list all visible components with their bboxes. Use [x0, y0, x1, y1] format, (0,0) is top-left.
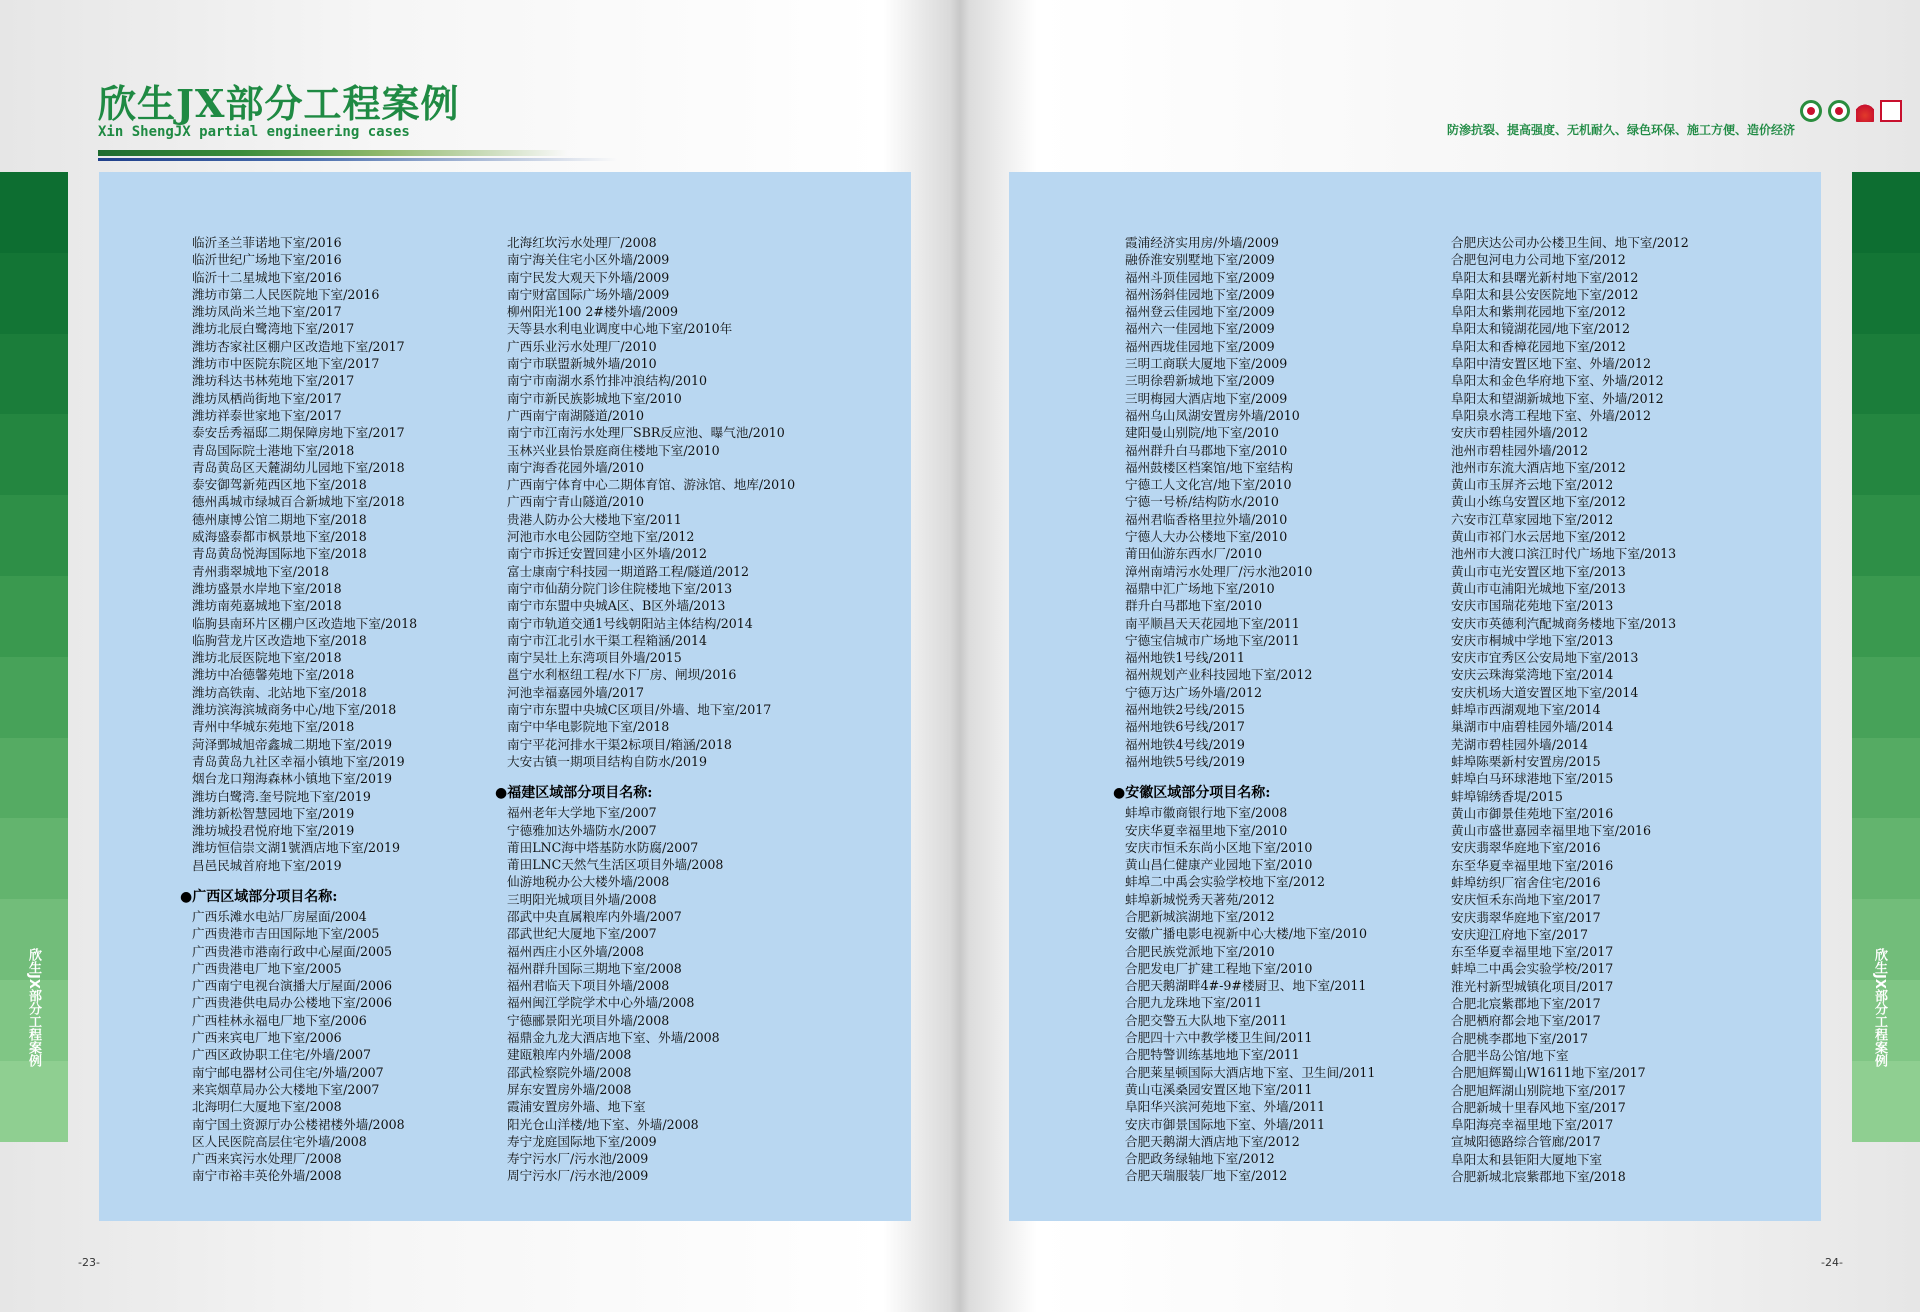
project-list-item: 莆田LNC海中塔基防水防腐/2007: [507, 839, 699, 855]
project-list-item: 三明徐碧新城地下室/2009: [1125, 373, 1275, 389]
project-list-item: 潍坊白鹭湾.奎号院地下室/2019: [192, 788, 371, 804]
project-list-item: 广西南宁电视台演播大厅屋面/2006: [192, 978, 393, 994]
project-list-item: 福州群升国际三期地下室/2008: [507, 960, 682, 976]
project-list-item: 合肥天鹅湖大酒店地下室/2012: [1125, 1133, 1300, 1149]
right-col1: [1113, 234, 1376, 1185]
project-list-item: 合肥四十六中教学楼卫生间/2011: [1125, 1030, 1313, 1046]
project-list-item: 安庆市英德利汽配城商务楼地下室/2013: [1451, 615, 1677, 631]
project-list-item: 潍坊凤尚米兰地下室/2017: [192, 304, 342, 320]
project-list-item: 广西桂林永福电厂地下室/2006: [192, 1012, 367, 1028]
project-list-item: 黄山小练乌安置区地下室/2012: [1451, 494, 1626, 510]
project-list-item: 南宁中华电影院地下室/2018: [507, 719, 670, 735]
title-underline-green: [98, 150, 568, 156]
project-list-item: 黄山市祁门水云居地下室/2012: [1451, 529, 1626, 545]
anhui-list: [1125, 804, 1375, 1185]
right-col2-list: [1451, 234, 1689, 1185]
certification-seal-icon: [1828, 100, 1850, 122]
project-list-item: 南宁市仙葫分院门诊住院楼地下室/2013: [507, 580, 733, 596]
project-list-item: 蚌埠市徽商银行地下室/2008: [1125, 805, 1288, 821]
page-number-left: -23-: [78, 1256, 100, 1269]
project-list-item: 青岛国际院士港地下室/2018: [192, 442, 355, 458]
project-list-item: 安庆机场大道安置区地下室/2014: [1451, 684, 1639, 700]
left-col2-list: [507, 234, 795, 770]
project-list-item: 青岛黄岛悦海国际地下室/2018: [192, 546, 367, 562]
project-list-item: 泰安御驾新苑西区地下室/2018: [192, 477, 367, 493]
project-list-item: 福州君临天下项目外墙/2008: [507, 978, 670, 994]
tagline: 防渗抗裂、提高强度、无机耐久、绿色环保、施工方便、造价经济: [1446, 123, 1795, 137]
project-list-item: 福州群升白马郡地下室/2010: [1125, 442, 1288, 458]
project-list-item: 潍坊科达书林苑地下室/2017: [192, 373, 355, 389]
project-list-item: 阜阳中清安置区地下室、外墙/2012: [1451, 356, 1652, 372]
project-list-item: 阳光仓山洋楼/地下室、外墙/2008: [507, 1116, 699, 1132]
project-list-item: 广西南宁青山隧道/2010: [507, 494, 645, 510]
project-list-item: 广西南宁南湖隧道/2010: [507, 407, 645, 423]
project-list-item: 福州斗顶佳园地下室/2009: [1125, 269, 1275, 285]
project-list-item: 芜湖市碧桂园外墙/2014: [1451, 736, 1589, 752]
project-list-item: 福州西庄小区外墙/2008: [507, 943, 645, 959]
project-list-item: 合肥旭辉蜀山W1611地下室/2017: [1451, 1065, 1646, 1081]
project-list-item: 蚌埠锦绣香堤/2015: [1451, 788, 1563, 804]
project-list-item: 菏泽鄄城旭帝鑫城二期地下室/2019: [192, 736, 393, 752]
project-list-item: 临沂世纪广场地下室/2016: [192, 252, 342, 268]
right-col1-list: [1125, 234, 1375, 770]
project-list-item: 邵武检察院外墙/2008: [507, 1064, 632, 1080]
project-list-item: 三明阳光城项目外墙/2008: [507, 891, 657, 907]
project-list-item: 贵港人防办公大楼地下室/2011: [507, 511, 682, 527]
project-list-item: 池州市碧桂园外墙/2012: [1451, 442, 1589, 458]
project-list-item: 宣城阳德路综合管廊/2017: [1451, 1134, 1601, 1150]
project-list-item: 莆田仙游东西水厂/2010: [1125, 546, 1263, 562]
project-list-item: 区人民医院高层住宅外墙/2008: [192, 1133, 367, 1149]
project-list-item: 潍坊凤栖尚街地下室/2017: [192, 390, 342, 406]
project-list-item: 潍坊祥泰世家地下室/2017: [192, 407, 342, 423]
project-list-item: 合肥九龙珠地下室/2011: [1125, 995, 1263, 1011]
project-list-item: 泰安岳秀福邸二期保障房地下室/2017: [192, 425, 405, 441]
project-list-item: 青州中华城东苑地下室/2018: [192, 719, 355, 735]
project-list-item: 福州鼓楼区档案馆/地下室结构: [1125, 459, 1293, 475]
project-list-item: 安庆市碧桂园外墙/2012: [1451, 425, 1589, 441]
project-list-item: 黄山昌仁健康产业园地下室/2010: [1125, 857, 1313, 873]
project-list-item: 广西来宾电厂地下室/2006: [192, 1030, 342, 1046]
section-title-fujian: ●福建区域部分项目名称:: [495, 785, 653, 802]
project-list-item: 安庆市桐城中学地下室/2013: [1451, 632, 1614, 648]
fujian-list: [507, 804, 795, 1185]
guangxi-list: [192, 908, 417, 1185]
flame-logo-icon: [1856, 100, 1874, 122]
project-list-item: 宁德人大办公楼地下室/2010: [1125, 529, 1288, 545]
project-list-item: 福州君临香格里拉外墙/2010: [1125, 511, 1288, 527]
project-list-item: 阜阳华兴滨河苑地下室、外墙/2011: [1125, 1099, 1326, 1115]
project-list-item: 南宁市江南污水处理厂SBR反应池、曝气池/2010: [507, 425, 785, 441]
project-list-item: 广西区政协职工住宅/外墙/2007: [192, 1047, 372, 1063]
project-list-item: 蚌埠纺织厂宿舍住宅/2016: [1451, 874, 1601, 890]
project-list-item: 合肥交警五大队地下室/2011: [1125, 1012, 1288, 1028]
project-list-item: 潍坊城投君悦府地下室/2019: [192, 823, 355, 839]
page-subtitle: Xin ShengJX partial engineering cases: [98, 124, 410, 140]
project-list-item: 广西贵港供电局办公楼地下室/2006: [192, 995, 393, 1011]
stamp-logo-icon: [1880, 100, 1902, 122]
project-list-item: 群升白马郡地下室/2010: [1125, 598, 1263, 614]
project-list-item: 霞浦经济实用房/外墙/2009: [1125, 235, 1279, 250]
right-page-panel: [1009, 172, 1821, 1221]
project-list-item: 合肥政务绿轴地下室/2012: [1125, 1151, 1275, 1167]
project-list-item: 合肥新城北宸紫郡地下室/2018: [1451, 1169, 1626, 1185]
project-list-item: 安庆市宜秀区公安局地下室/2013: [1451, 650, 1639, 666]
project-list-item: 安庆华夏幸福里地下室/2010: [1125, 822, 1288, 838]
project-list-item: 安徽广播电影电视新中心大楼/地下室/2010: [1125, 926, 1368, 942]
project-list-item: 南宁邮电器材公司住宅/外墙/2007: [192, 1064, 384, 1080]
project-list-item: 蚌埠新城悦秀天著苑/2012: [1125, 891, 1275, 907]
project-list-item: 寿宁龙庭国际地下室/2009: [507, 1133, 657, 1149]
project-list-item: 南宁财富国际广场外墙/2009: [507, 286, 670, 302]
left-tab-label: 欣生JX部分工程案例: [26, 948, 41, 1067]
project-list-item: 福州老年大学地下室/2007: [507, 805, 657, 821]
certification-logos: [1800, 100, 1902, 122]
project-list-item: 福州六一佳园地下室/2009: [1125, 321, 1275, 337]
project-list-item: 福州闽江学院学术中心外墙/2008: [507, 995, 695, 1011]
project-list-item: 邵武世纪大厦地下室/2007: [507, 926, 657, 942]
project-list-item: 合肥新城滨湖地下室/2012: [1125, 908, 1275, 924]
project-list-item: 临沂圣兰菲诺地下室/2016: [192, 235, 342, 250]
project-list-item: 漳州南靖污水处理厂/污水池2010: [1125, 563, 1313, 579]
project-list-item: 阜阳太和金色华府地下室、外墙/2012: [1451, 373, 1664, 389]
project-list-item: 广西乐滩水电站厂房屋面/2004: [192, 908, 367, 924]
project-list-item: 南宁市裕丰英伦外墙/2008: [192, 1168, 342, 1184]
right-col2: [1451, 234, 1689, 1185]
project-list-item: 潍坊恒信崇文湖1號酒店地下室/2019: [192, 840, 401, 856]
project-list-item: 宁德工人文化宫/地下室/2010: [1125, 477, 1292, 493]
section-title-guangxi: ●广西区域部分项目名称:: [180, 888, 338, 905]
project-list-item: 建瓯粮库内外墙/2008: [507, 1047, 632, 1063]
project-list-item: 安庆市御景国际地下室、外墙/2011: [1125, 1116, 1326, 1132]
project-list-item: 临朐营龙片区改造地下室/2018: [192, 632, 367, 648]
project-list-item: 福州地铁6号线/2017: [1125, 719, 1245, 735]
project-list-item: 合肥发电厂扩建工程地下室/2010: [1125, 960, 1313, 976]
project-list-item: 邕宁水利枢纽工程/水下厂房、闸坝/2016: [507, 667, 737, 683]
project-list-item: 潍坊北辰医院地下室/2018: [192, 650, 342, 666]
project-list-item: 东至华夏幸福里地下室/2017: [1451, 944, 1614, 960]
project-list-item: 安庆翡翠华庭地下室/2016: [1451, 840, 1601, 856]
project-list-item: 临沂十二星城地下室/2016: [192, 269, 342, 285]
project-list-item: 黄山市玉屏齐云地下室/2012: [1451, 477, 1614, 493]
project-list-item: 蚌埠二中禹会实验学校地下室/2012: [1125, 874, 1326, 890]
project-list-item: 池州市大渡口滨江时代广场地下室/2013: [1451, 546, 1677, 562]
project-list-item: 河池幸福嘉园外墙/2017: [507, 684, 645, 700]
project-list-item: 黄山市屯浦阳光城地下室/2013: [1451, 580, 1626, 596]
project-list-item: 福州地铁5号线/2019: [1125, 753, 1245, 769]
project-list-item: 潍坊中冶德馨苑地下室/2018: [192, 667, 355, 683]
project-list-item: 蚌埠陈栗新村安置房/2015: [1451, 753, 1601, 769]
project-list-item: 南宁市轨道交通1号线朝阳站主体结构/2014: [507, 615, 753, 631]
project-list-item: 寿宁污水厂/污水池/2009: [507, 1151, 649, 1167]
project-list-item: 河池市水电公园防空地下室/2012: [507, 529, 695, 545]
left-col2: [495, 234, 796, 1185]
project-list-item: 福州乌山凤湖安置房外墙/2010: [1125, 407, 1300, 423]
project-list-item: 南宁海香花园外墙/2010: [507, 459, 645, 475]
project-list-item: 蚌埠市西湖观地下室/2014: [1451, 702, 1601, 718]
project-list-item: 南宁国土资源厅办公楼裙楼外墙/2008: [192, 1116, 405, 1132]
project-list-item: 潍坊滨海滨城商务中心/地下室/2018: [192, 702, 397, 718]
project-list-item: 潍坊杏家社区棚户区改造地下室/2017: [192, 338, 405, 354]
project-list-item: 潍坊市中医院东院区地下室/2017: [192, 356, 380, 372]
project-list-item: 合肥民族党派地下室/2010: [1125, 943, 1275, 959]
project-list-item: 玉林兴业县怡景庭商住楼地下室/2010: [507, 442, 720, 458]
project-list-item: 淮光村新型城镇化项目/2017: [1451, 978, 1614, 994]
project-list-item: 合肥天瑞服装厂地下室/2012: [1125, 1168, 1288, 1184]
project-list-item: 南宁市江北引水干渠工程箱涵/2014: [507, 632, 708, 648]
section-title-anhui: ●安徽区域部分项目名称:: [1113, 785, 1271, 802]
project-list-item: 合肥北宸紫郡地下室/2017: [1451, 996, 1601, 1012]
project-list-item: 安庆恒禾东尚地下室/2017: [1451, 892, 1601, 908]
project-list-item: 合肥庆达公司办公楼卫生间、地下室/2012: [1451, 235, 1689, 250]
project-list-item: 邵武中央直属粮库内外墙/2007: [507, 908, 682, 924]
project-list-item: 宁德一号桥/结构防水/2010: [1125, 494, 1279, 510]
project-list-item: 潍坊南苑嘉城地下室/2018: [192, 598, 342, 614]
project-list-item: 潍坊新松智慧园地下室/2019: [192, 805, 355, 821]
project-list-item: 宁德郦景阳光项目外墙/2008: [507, 1012, 670, 1028]
project-list-item: 东至华夏幸福里地下室/2016: [1451, 857, 1614, 873]
project-list-item: 宁德宝信城市广场地下室/2011: [1125, 632, 1300, 648]
project-list-item: 南宁平花河排水干渠2标项目/箱涵/2018: [507, 736, 732, 752]
project-list-item: 潍坊北辰白鹭湾地下室/2017: [192, 321, 355, 337]
project-list-item: 福州汤斜佳园地下室/2009: [1125, 286, 1275, 302]
title-underline-blue: [98, 158, 618, 161]
left-col1: [180, 234, 418, 1185]
project-list-item: 潍坊市第二人民医院地下室/2016: [192, 286, 380, 302]
project-list-item: 安庆云珠海棠湾地下室/2014: [1451, 667, 1614, 683]
project-list-item: 青州翡翠城地下室/2018: [192, 563, 330, 579]
project-list-item: 广西贵港市吉田国际地下室/2005: [192, 926, 380, 942]
project-list-item: 北海明仁大厦地下室/2008: [192, 1099, 342, 1115]
certification-seal-icon: [1800, 100, 1822, 122]
project-list-item: 德州禹城市绿城百合新城地下室/2018: [192, 494, 405, 510]
project-list-item: 南宁市东盟中央城C区项目/外墙、地下室/2017: [507, 702, 772, 718]
project-list-item: 柳州阳光100 2#楼外墙/2009: [507, 304, 679, 320]
project-list-item: 广西来宾污水处理厂/2008: [192, 1151, 342, 1167]
project-list-item: 蚌埠二中禹会实验学校/2017: [1451, 961, 1614, 977]
project-list-item: 阜阳太和县曙光新村地下室/2012: [1451, 269, 1639, 285]
project-list-item: 阜阳太和县钜阳大厦地下室: [1451, 1151, 1603, 1167]
project-list-item: 合肥栖府都会地下室/2017: [1451, 1013, 1601, 1029]
project-list-item: 合肥特警训练基地地下室/2011: [1125, 1047, 1300, 1063]
project-list-item: 蚌埠白马环球港地下室/2015: [1451, 771, 1614, 787]
page-number-right: -24-: [1821, 1256, 1843, 1269]
project-list-item: 南宁海关住宅小区外墙/2009: [507, 252, 670, 268]
project-list-item: 黄山屯溪桑园安置区地下室/2011: [1125, 1081, 1313, 1097]
page-title: 欣生JX部分工程案例: [98, 81, 460, 126]
project-list-item: 福州地铁4号线/2019: [1125, 736, 1245, 752]
project-list-item: 南平顺昌天天花园地下室/2011: [1125, 615, 1300, 631]
project-list-item: 福州登云佳园地下室/2009: [1125, 304, 1275, 320]
project-list-item: 天等县水利电业调度中心地下室/2010年: [507, 321, 733, 337]
project-list-item: 德州康博公馆二期地下室/2018: [192, 511, 367, 527]
project-list-item: 南宁吴壮上东湾项目外墙/2015: [507, 650, 682, 666]
project-list-item: 三明梅园大酒店地下室/2009: [1125, 390, 1288, 406]
project-list-item: 合肥桃李郡地下室/2017: [1451, 1030, 1589, 1046]
project-list-item: 融侨淮安别墅地下室/2009: [1125, 252, 1275, 268]
project-list-item: 黄山市屯光安置区地下室/2013: [1451, 563, 1626, 579]
project-list-item: 南宁市东盟中央城A区、B区外墙/2013: [507, 598, 726, 614]
project-list-item: 阜阳太和镜湖花园/地下室/2012: [1451, 321, 1631, 337]
project-list-item: 南宁市拆迁安置回建小区外墙/2012: [507, 546, 708, 562]
project-list-item: 安庆迎江府地下室/2017: [1451, 926, 1589, 942]
project-list-item: 六安市江草家园地下室/2012: [1451, 511, 1614, 527]
project-list-item: 青岛黄岛区天麓湖幼儿园地下室/2018: [192, 459, 405, 475]
project-list-item: 合肥半岛公馆/地下室: [1451, 1047, 1569, 1063]
project-list-item: 广西贵港电厂地下室/2005: [192, 960, 342, 976]
project-list-item: 福州地铁1号线/2011: [1125, 650, 1245, 666]
header: [98, 82, 459, 140]
project-list-item: 潍坊高铁南、北站地下室/2018: [192, 684, 367, 700]
project-list-item: 屏东安置房外墙/2008: [507, 1081, 632, 1097]
project-list-item: 富士康南宁科技园一期道路工程/隧道/2012: [507, 563, 750, 579]
project-list-item: 黄山市御景佳苑地下室/2016: [1451, 805, 1614, 821]
project-list-item: 南宁市南湖水系竹排冲浪结构/2010: [507, 373, 708, 389]
project-list-item: 安庆市国瑞花苑地下室/2013: [1451, 598, 1614, 614]
project-list-item: 阜阳太和望湖新城地下室、外墙/2012: [1451, 390, 1664, 406]
project-list-item: 安庆翡翠华庭地下室/2017: [1451, 909, 1601, 925]
project-list-item: 三明工商联大厦地下室/2009: [1125, 356, 1288, 372]
project-list-item: 青岛黄岛九社区幸福小镇地下室/2019: [192, 753, 405, 769]
project-list-item: 福州规划产业科技园地下室/2012: [1125, 667, 1313, 683]
project-list-item: 周宁污水厂/污水池/2009: [507, 1168, 649, 1184]
project-list-item: 福州地铁2号线/2015: [1125, 702, 1245, 718]
project-list-item: 黄山市盛世嘉园幸福里地下室/2016: [1451, 823, 1652, 839]
project-list-item: 广西贵港市港南行政中心屋面/2005: [192, 943, 393, 959]
project-list-item: 建阳曼山别院/地下室/2010: [1125, 425, 1279, 441]
project-list-item: 昌邑民城首府地下室/2019: [192, 857, 342, 873]
project-list-item: 莆田LNC天然气生活区项目外墙/2008: [507, 857, 724, 873]
project-list-item: 阜阳太和香樟花园地下室/2012: [1451, 338, 1626, 354]
project-list-item: 大安古镇一期项目结构自防水/2019: [507, 753, 708, 769]
project-list-item: 阜阳太和紫荆花园地下室/2012: [1451, 304, 1626, 320]
project-list-item: 南宁市新民族影城地下室/2010: [507, 390, 682, 406]
right-tab-label: 欣生JX部分工程案例: [1872, 948, 1887, 1067]
project-list-item: 北海红坎污水处理厂/2008: [507, 235, 657, 250]
project-list-item: 福鼎金九龙大酒店地下室、外墙/2008: [507, 1030, 720, 1046]
project-list-item: 合肥莱星顿国际大酒店地下室、卫生间/2011: [1125, 1064, 1376, 1080]
project-list-item: 阜阳海亮幸福里地下室/2017: [1451, 1117, 1614, 1133]
project-list-item: 威海盛泰都市枫景地下室/2018: [192, 529, 367, 545]
project-list-item: 仙游地税办公大楼外墙/2008: [507, 874, 670, 890]
project-list-item: 南宁民发大观天下外墙/2009: [507, 269, 670, 285]
project-list-item: 池州市东流大酒店地下室/2012: [1451, 459, 1626, 475]
project-list-item: 合肥天鹅湖畔4#-9#楼厨卫、地下室/2011: [1125, 978, 1367, 994]
project-list-item: 烟台龙口翔海森林小镇地下室/2019: [192, 771, 393, 787]
project-list-item: 临朐县南环片区棚户区改造地下室/2018: [192, 615, 418, 631]
project-list-item: 合肥包河电力公司地下室/2012: [1451, 252, 1626, 268]
project-list-item: 合肥旭辉湖山别院地下室/2017: [1451, 1082, 1626, 1098]
project-list-item: 广西南宁体育中心二期体育馆、游泳馆、地库/2010: [507, 477, 796, 493]
left-page-panel: [99, 172, 911, 1221]
left-col1-list: [192, 234, 417, 874]
project-list-item: 福州西垅佳园地下室/2009: [1125, 338, 1275, 354]
project-list-item: 阜阳泉水湾工程地下室、外墙/2012: [1451, 407, 1652, 423]
project-list-item: 巢湖市中庙碧桂园外墙/2014: [1451, 719, 1614, 735]
project-list-item: 福鼎中汇广场地下室/2010: [1125, 580, 1275, 596]
project-list-item: 宁德雅加达外墙防水/2007: [507, 822, 657, 838]
project-list-item: 合肥新城十里春风地下室/2017: [1451, 1099, 1626, 1115]
project-list-item: 广西乐业污水处理厂/2010: [507, 338, 657, 354]
project-list-item: 来宾烟草局办公大楼地下室/2007: [192, 1081, 380, 1097]
project-list-item: 安庆市恒禾东尚小区地下室/2010: [1125, 839, 1313, 855]
project-list-item: 宁德万达广场外墙/2012: [1125, 684, 1263, 700]
project-list-item: 潍坊盛景水岸地下室/2018: [192, 580, 342, 596]
project-list-item: 南宁市联盟新城外墙/2010: [507, 356, 657, 372]
project-list-item: 霞浦安置房外墙、地下室: [507, 1099, 646, 1115]
project-list-item: 阜阳太和县公安医院地下室/2012: [1451, 286, 1639, 302]
